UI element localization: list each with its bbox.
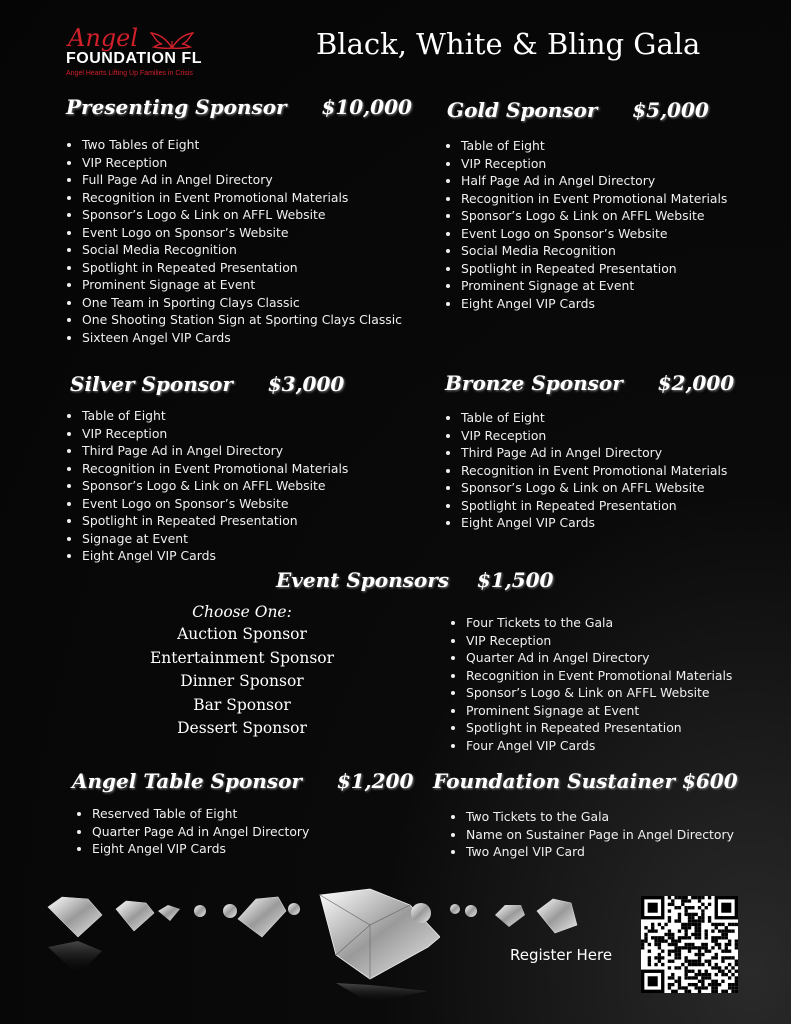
diamond-icon <box>288 903 300 915</box>
benefit-item: • VIP Reception <box>461 155 727 173</box>
benefit-item: • Sixteen Angel VIP Cards <box>82 329 402 347</box>
benefit-item: • Full Page Ad in Angel Directory <box>82 171 402 189</box>
benefit-item: • Event Logo on Sponsor’s Website <box>82 224 402 242</box>
logo-angel-text: Angel <box>68 24 139 52</box>
tier-name: Event Sponsors <box>276 568 450 592</box>
tier-price: $2,000 <box>657 371 735 395</box>
benefit-item: • Third Page Ad in Angel Directory <box>82 442 348 460</box>
diamond-decoration-right <box>405 895 585 940</box>
logo-organization: FOUNDATION FL <box>66 50 202 67</box>
benefit-item: • Two Angel VIP Card <box>466 843 734 861</box>
tier-price: $1,500 <box>476 568 554 592</box>
benefit-item: • Prominent Signage at Event <box>461 277 727 295</box>
event-benefits-list <box>450 614 732 754</box>
benefit-item: • Recognition in Event Promotional Materials <box>82 460 348 478</box>
benefit-item: • Eight Angel VIP Cards <box>461 514 727 532</box>
benefit-item: • Four Angel VIP Cards <box>466 737 732 755</box>
diamond-icon <box>537 899 577 933</box>
benefit-item: • Prominent Signage at Event <box>82 276 402 294</box>
bronze-sponsor-heading <box>445 373 734 393</box>
benefit-item: • VIP Reception <box>466 632 732 650</box>
diamond-icon <box>238 897 286 937</box>
benefit-item: • Table of Eight <box>82 407 348 425</box>
benefit-item: • Prominent Signage at Event <box>466 702 732 720</box>
foundation-sustainer-heading <box>433 771 738 791</box>
benefit-item: • Table of Eight <box>461 137 727 155</box>
benefit-item: • VIP Reception <box>82 154 402 172</box>
diamond-icon <box>465 905 477 917</box>
benefit-item: • Quarter Page Ad in Angel Directory <box>92 823 309 841</box>
choose-one-label: Choose One: <box>192 603 292 621</box>
benefit-item: • VIP Reception <box>82 425 348 443</box>
event-choices <box>122 601 362 741</box>
diamond-icon <box>495 905 525 927</box>
angel-wings-icon <box>150 30 194 52</box>
benefit-item: • Eight Angel VIP Cards <box>82 547 348 565</box>
benefit-item: • Sponsor’s Logo & Link on AFFL Website <box>466 684 732 702</box>
benefit-item: • Two Tickets to the Gala <box>466 808 734 826</box>
tier-name: Foundation Sustainer <box>433 769 675 793</box>
benefit-item: • Eight Angel VIP Cards <box>92 840 309 858</box>
tier-name: Gold Sponsor <box>447 98 598 122</box>
angel-table-benefits-list <box>76 805 309 858</box>
benefit-item: • Social Media Recognition <box>461 242 727 260</box>
diamond-icon <box>116 901 154 931</box>
benefit-item: • Spotlight in Repeated Presentation <box>82 512 348 530</box>
presenting-sponsor-heading <box>66 97 412 117</box>
benefit-item: • Half Page Ad in Angel Directory <box>461 172 727 190</box>
silver-benefits-list <box>66 407 348 565</box>
logo-tagline: Angel Hearts Lifting Up Families in Crisis <box>66 70 193 77</box>
benefit-item: • Four Tickets to the Gala <box>466 614 732 632</box>
benefit-item: • Two Tables of Eight <box>82 136 402 154</box>
benefit-item: • Event Logo on Sponsor’s Website <box>461 225 727 243</box>
diamond-icon <box>450 904 460 914</box>
silver-sponsor-heading <box>70 374 344 394</box>
angel-table-sponsor-heading <box>72 771 413 791</box>
benefit-item: • Recognition in Event Promotional Materials <box>82 189 402 207</box>
sponsor-choice: Auction Sponsor <box>177 625 307 643</box>
sponsor-choice: Entertainment Sponsor <box>149 648 335 667</box>
benefit-item: • Spotlight in Repeated Presentation <box>461 260 727 278</box>
tier-name: Angel Table Sponsor <box>72 769 302 793</box>
benefit-item: • Social Media Recognition <box>82 241 402 259</box>
benefit-item: • Sponsor’s Logo & Link on AFFL Website <box>82 477 348 495</box>
tier-price: $10,000 <box>321 95 412 119</box>
benefit-item: • Signage at Event <box>82 530 348 548</box>
benefit-item: • Spotlight in Repeated Presentation <box>82 259 402 277</box>
diamond-icon <box>194 905 206 917</box>
benefit-item: • Spotlight in Repeated Presentation <box>461 497 727 515</box>
benefit-item: • Sponsor’s Logo & Link on AFFL Website <box>461 207 727 225</box>
diamond-icon <box>411 903 431 923</box>
benefit-item: • One Team in Sporting Clays Classic <box>82 294 402 312</box>
benefit-item: • Third Page Ad in Angel Directory <box>461 444 727 462</box>
tier-price: $3,000 <box>267 372 345 396</box>
tier-name: Silver Sponsor <box>70 372 233 396</box>
diamond-icon <box>223 904 237 918</box>
benefit-item: • One Shooting Station Sign at Sporting Clays Classic <box>82 311 402 329</box>
benefit-item: • Event Logo on Sponsor’s Website <box>82 495 348 513</box>
choice-list <box>122 623 362 741</box>
benefit-item: • Eight Angel VIP Cards <box>461 295 727 313</box>
gold-sponsor-heading <box>447 100 709 120</box>
benefit-item: • Recognition in Event Promotional Materials <box>461 190 727 208</box>
diamond-decoration <box>40 885 440 1005</box>
benefit-item: • Sponsor’s Logo & Link on AFFL Website <box>461 479 727 497</box>
tier-price: $5,000 <box>632 98 709 122</box>
benefit-item: • Sponsor’s Logo & Link on AFFL Website <box>82 206 402 224</box>
tier-price: $1,200 <box>336 769 414 793</box>
bronze-benefits-list <box>445 409 727 532</box>
benefit-item: • Recognition in Event Promotional Materials <box>461 462 727 480</box>
benefit-item: • Spotlight in Repeated Presentation <box>466 719 732 737</box>
sponsor-choice: Dessert Sponsor <box>177 719 307 737</box>
tier-name: Bronze Sponsor <box>445 371 623 395</box>
tier-price: $600 <box>681 769 738 793</box>
sponsor-choice: Dinner Sponsor <box>180 672 304 690</box>
register-here-label[interactable]: Register Here <box>510 946 613 964</box>
gold-benefits-list <box>445 137 727 312</box>
benefit-item: • Table of Eight <box>461 409 727 427</box>
sustainer-benefits-list <box>450 808 734 861</box>
benefit-item: • Recognition in Event Promotional Materials <box>466 667 732 685</box>
benefit-item: • Quarter Ad in Angel Directory <box>466 649 732 667</box>
presenting-benefits-list <box>66 136 402 346</box>
qr-code-graphic <box>641 896 738 993</box>
page-title: Black, White & Bling Gala <box>316 27 701 61</box>
event-sponsors-heading <box>276 570 553 590</box>
tier-name: Presenting Sponsor <box>66 95 287 119</box>
qr-code-icon[interactable] <box>641 896 738 993</box>
benefit-item: • Reserved Table of Eight <box>92 805 309 823</box>
diamond-icon <box>48 897 102 975</box>
diamond-icon <box>158 905 180 921</box>
benefit-item: • VIP Reception <box>461 427 727 445</box>
benefit-item: • Name on Sustainer Page in Angel Directory <box>466 826 734 844</box>
sponsor-choice: Bar Sponsor <box>193 695 291 714</box>
